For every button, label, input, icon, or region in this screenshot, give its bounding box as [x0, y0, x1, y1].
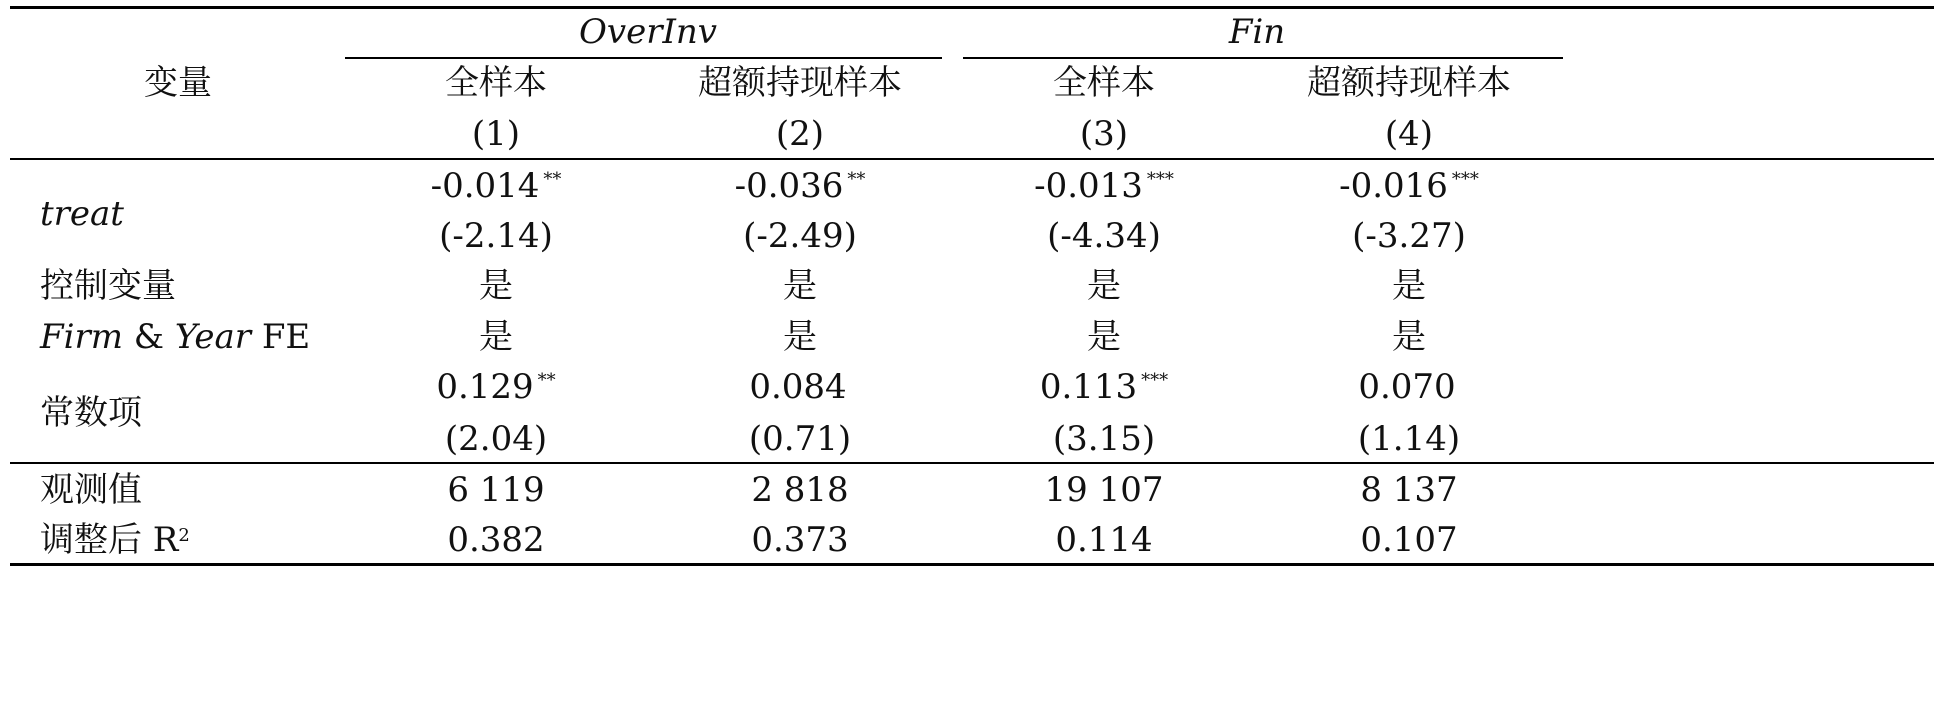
obs-3: 19 107	[1044, 470, 1164, 510]
group-header-overinv: OverInv	[579, 12, 717, 52]
column-number-4: (4)	[1384, 114, 1434, 154]
fe-3: 是	[1087, 317, 1121, 357]
column-header-4: 超额持现样本	[1307, 63, 1511, 103]
treat-t-4: (-3.27)	[1352, 216, 1466, 256]
treat-t-3: (-4.34)	[1047, 216, 1161, 256]
constant-t-1: (2.04)	[444, 419, 548, 459]
group-rule-overinv	[345, 57, 942, 59]
column-header-2: 超额持现样本	[698, 63, 902, 103]
top-rule	[10, 6, 1934, 9]
obs-2: 2 818	[751, 470, 849, 510]
constant-coef-3: 0.113 ***	[1039, 367, 1169, 407]
constant-coef-4: 0.070	[1358, 367, 1456, 407]
fe-4: 是	[1392, 317, 1426, 357]
treat-coef-4: -0.016 ***	[1339, 166, 1479, 206]
row-label-adj-r2: 调整后 $R^2$	[40, 520, 190, 560]
column-number-2: (2)	[775, 114, 825, 154]
fe-2: 是	[783, 317, 817, 357]
constant-t-4: (1.14)	[1357, 419, 1461, 459]
controls-2: 是	[783, 266, 817, 306]
obs-1: 6 119	[447, 470, 545, 510]
r2-1: 0.382	[447, 520, 545, 560]
column-header-1: 全样本	[445, 63, 547, 103]
row-label-treat: treat	[40, 194, 124, 234]
r2-4: 0.107	[1360, 520, 1458, 560]
treat-coef-3: -0.013 ***	[1034, 166, 1174, 206]
column-number-3: (3)	[1079, 114, 1129, 154]
r2-3: 0.114	[1055, 520, 1153, 560]
controls-3: 是	[1087, 266, 1121, 306]
column-number-1: (1)	[471, 114, 521, 154]
fe-1: 是	[479, 317, 513, 357]
variable-header: 变量	[144, 63, 212, 103]
constant-coef-1: 0.129 **	[436, 367, 556, 407]
treat-t-1: (-2.14)	[439, 216, 553, 256]
treat-coef-1: -0.014 **	[430, 166, 562, 206]
header-rule	[10, 158, 1934, 160]
row-label-fe: Firm & Year FE	[40, 317, 311, 357]
treat-coef-2: -0.036 **	[734, 166, 866, 206]
constant-coef-2: 0.084	[749, 367, 847, 407]
row-label-constant: 常数项	[40, 393, 142, 433]
row-label-observations: 观测值	[40, 470, 142, 510]
row-label-controls: 控制变量	[40, 266, 176, 306]
treat-t-2: (-2.49)	[743, 216, 857, 256]
bottom-rule	[10, 563, 1934, 566]
constant-t-2: (0.71)	[748, 419, 852, 459]
controls-4: 是	[1392, 266, 1426, 306]
group-header-fin: Fin	[1228, 12, 1286, 52]
mid-rule	[10, 462, 1934, 464]
r2-2: 0.373	[751, 520, 849, 560]
obs-4: 8 137	[1360, 470, 1458, 510]
group-rule-fin	[963, 57, 1563, 59]
constant-t-3: (3.15)	[1052, 419, 1156, 459]
column-header-3: 全样本	[1053, 63, 1155, 103]
controls-1: 是	[479, 266, 513, 306]
